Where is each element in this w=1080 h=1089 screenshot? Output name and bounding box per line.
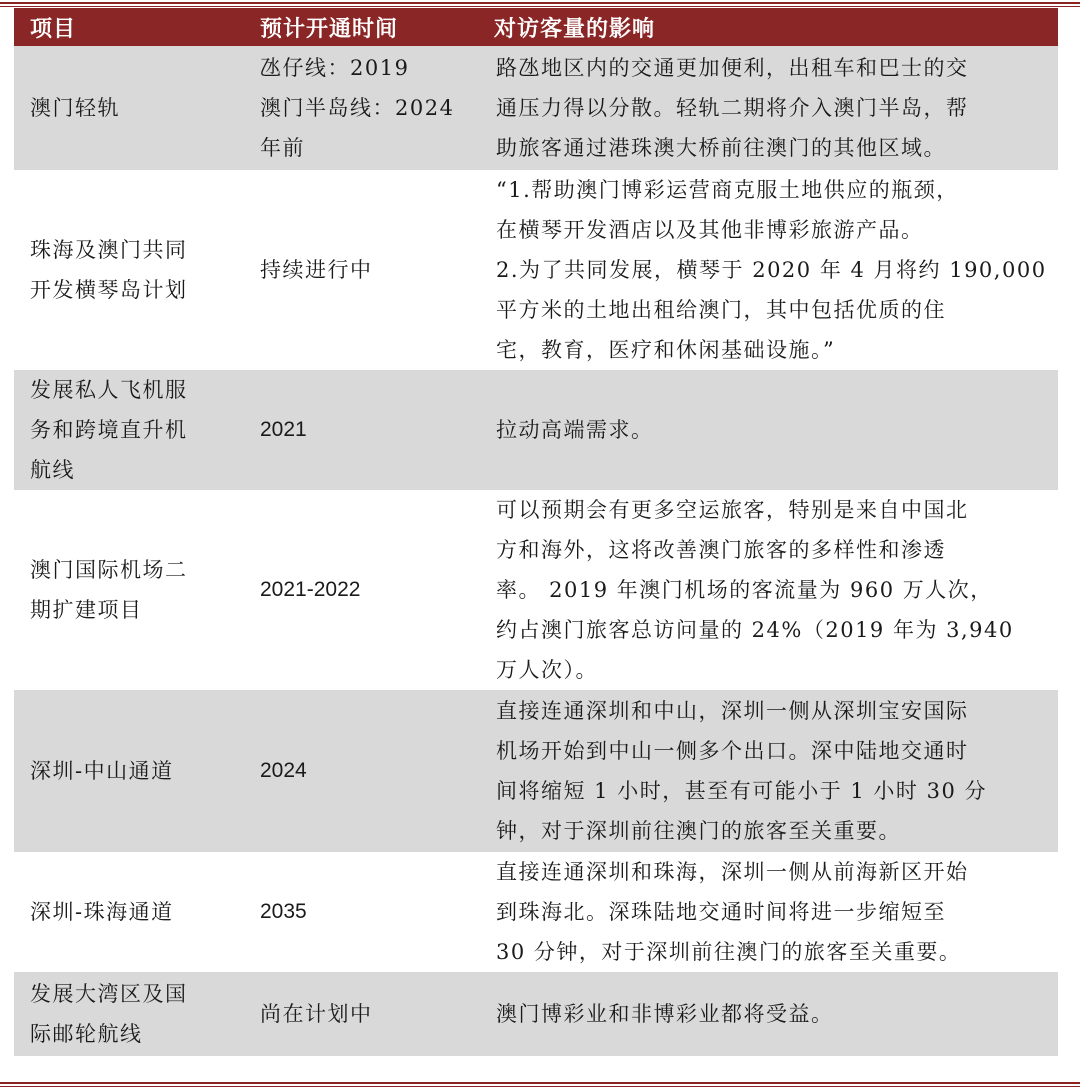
cell-text: 澳门博彩业和非博彩业都将受益。 [496,1002,834,1026]
cell-text: 澳门半岛线：2024 [260,96,455,120]
cell-text: 率。 2019 年澳门机场的客流量为 960 万人次， [496,578,993,602]
cell-text: 宅，教育，医疗和休闲基础设施。” [496,338,836,362]
cell-timeline [244,370,478,490]
table-row [14,972,1058,1056]
cell-text: 2021 [260,418,307,441]
header-project: 项目 [14,8,244,46]
cell-text: 际邮轮航线 [30,1022,143,1046]
cell-impact [478,852,1058,972]
cell-timeline [244,972,478,1056]
cell-text: 2024 [260,759,307,782]
bottom-rule-thin [0,1086,1080,1087]
table-row [14,370,1058,490]
table-row [14,170,1058,370]
cell-timeline [244,490,478,690]
top-rule-thin [0,6,1080,7]
bottom-rule [0,1082,1080,1084]
cell-impact [478,170,1058,370]
cell-text: 钟，对于深圳前往澳门的旅客至关重要。 [496,819,901,843]
cell-project [14,972,244,1056]
cell-text: 到珠海北。深珠陆地交通时间将进一步缩短至 [496,900,946,924]
cell-timeline [244,690,478,852]
table-row [14,852,1058,972]
cell-text: 尚在计划中 [260,1002,373,1026]
cell-text: 平方米的土地出租给澳门，其中包括优质的住 [496,298,946,322]
cell-text: 拉动高端需求。 [496,418,654,442]
table-row [14,46,1058,170]
cell-text: 开发横琴岛计划 [30,278,188,302]
cell-text: 方和海外，这将改善澳门旅客的多样性和渗透 [496,538,946,562]
cell-impact [478,490,1058,690]
cell-text: “1.帮助澳门博彩运营商克服土地供应的瓶颈， [496,178,959,202]
cell-text: 期扩建项目 [30,598,143,622]
cell-text: 珠海及澳门共同 [30,238,188,262]
cell-impact [478,46,1058,170]
cell-text: 2.为了共同发展，横琴于 2020 年 4 月将约 190,000 [496,258,1047,282]
cell-text: 在横琴开发酒店以及其他非博彩旅游产品。 [496,218,924,242]
cell-timeline [244,852,478,972]
cell-project [14,46,244,170]
cell-text: 机场开始到中山一侧多个出口。深中陆地交通时 [496,739,969,763]
cell-project [14,852,244,972]
cell-text: 可以预期会有更多空运旅客，特别是来自中国北 [496,498,969,522]
cell-text: 30 分钟，对于深圳前往澳门的旅客至关重要。 [496,940,962,964]
cell-text: 通压力得以分散。轻轨二期将介入澳门半岛，帮 [496,96,969,120]
header-impact: 对访客量的影响 [478,8,1058,46]
cell-timeline [244,46,478,170]
cell-text: 直接连通深圳和珠海，深圳一侧从前海新区开始 [496,860,969,884]
header-row [14,8,1058,46]
cell-impact [478,370,1058,490]
cell-text: 间将缩短 1 小时，甚至有可能小于 1 小时 30 分 [496,779,987,803]
cell-text: 直接连通深圳和中山，深圳一侧从深圳宝安国际 [496,699,969,723]
cell-impact [478,972,1058,1056]
cell-text: 路氹地区内的交通更加便利，出租车和巴士的交 [496,56,969,80]
cell-text: 澳门国际机场二 [30,558,188,582]
cell-text: 澳门轻轨 [30,96,120,120]
cell-timeline [244,170,478,370]
cell-text: 万人次）。 [496,658,598,682]
cell-project [14,690,244,852]
cell-project [14,170,244,370]
cell-text: 深圳-中山通道 [30,759,174,783]
cell-text: 助旅客通过港珠澳大桥前往澳门的其他区域。 [496,136,946,160]
cell-text: 发展私人飞机服 [30,378,188,402]
header-timeline: 预计开通时间 [244,8,478,46]
cell-text: 年前 [260,136,305,160]
cell-impact [478,690,1058,852]
cell-text: 氹仔线：2019 [260,56,410,80]
cell-project [14,490,244,690]
cell-text: 深圳-珠海通道 [30,900,174,924]
cell-project [14,370,244,490]
cell-text: 务和跨境直升机 [30,418,188,442]
projects-table [14,8,1058,1056]
cell-text: 持续进行中 [260,258,373,282]
table-row [14,690,1058,852]
cell-text: 2035 [260,900,307,923]
table-row [14,490,1058,690]
cell-text: 发展大湾区及国 [30,982,188,1006]
cell-text: 2021-2022 [260,578,361,601]
top-rule [0,2,1080,4]
cell-text: 约占澳门旅客总访问量的 24%（2019 年为 3,940 [496,618,1014,642]
cell-text: 航线 [30,458,75,482]
